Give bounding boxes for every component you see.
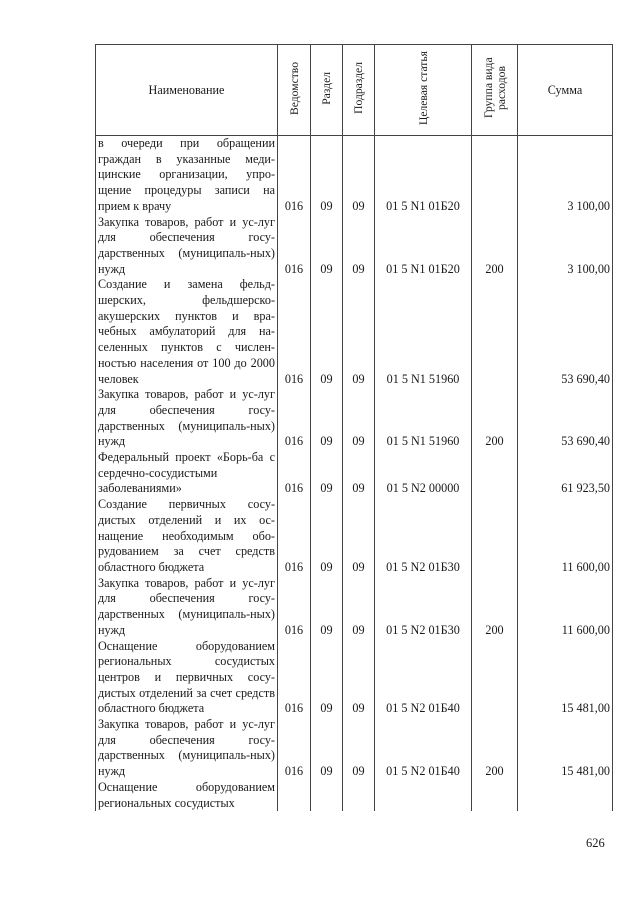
row-name: в очереди при обращении граждан в указанные меди-цинские организации, упро-щение процедуры записи на прием к врачу <box>96 136 278 215</box>
table-row <box>96 215 613 278</box>
row-razdel: 09 <box>311 576 343 639</box>
table-row <box>96 497 613 576</box>
row-podrazdel: 09 <box>343 497 375 576</box>
row-podrazdel: 09 <box>343 215 375 278</box>
row-ved: 016 <box>278 215 311 278</box>
row-ved: 016 <box>278 387 311 450</box>
row-name: Закупка товаров, работ и ус-луг для обеспечения госу-дарственных (муниципаль-ных) нужд <box>96 717 278 780</box>
row-ved: 016 <box>278 136 311 215</box>
row-summa <box>518 780 613 811</box>
budget-table <box>95 44 613 811</box>
row-statya: 01 5 N2 00000 <box>375 450 472 497</box>
header-ved: Ведомство <box>278 45 311 136</box>
row-statya: 01 5 N1 01Б20 <box>375 215 472 278</box>
row-razdel: 09 <box>311 717 343 780</box>
header-summa: Сумма <box>518 45 613 136</box>
row-statya <box>375 780 472 811</box>
row-gruppa <box>472 450 518 497</box>
row-summa: 61 923,50 <box>518 450 613 497</box>
row-statya: 01 5 N2 01Б30 <box>375 497 472 576</box>
row-ved: 016 <box>278 576 311 639</box>
row-gruppa: 200 <box>472 387 518 450</box>
row-razdel: 09 <box>311 215 343 278</box>
row-summa: 15 481,00 <box>518 639 613 718</box>
row-podrazdel: 09 <box>343 717 375 780</box>
row-summa: 15 481,00 <box>518 717 613 780</box>
row-podrazdel: 09 <box>343 450 375 497</box>
row-razdel: 09 <box>311 277 343 387</box>
row-name: Закупка товаров, работ и ус-луг для обеспечения госу-дарственных (муниципаль-ных) нужд <box>96 576 278 639</box>
row-podrazdel <box>343 780 375 811</box>
table-row <box>96 576 613 639</box>
row-statya: 01 5 N2 01Б30 <box>375 576 472 639</box>
table-row <box>96 277 613 387</box>
row-summa: 53 690,40 <box>518 277 613 387</box>
page-number: 626 <box>586 836 605 850</box>
row-name: Оснащение оборудованием региональных сосудистых <box>96 780 278 811</box>
row-ved: 016 <box>278 277 311 387</box>
row-gruppa: 200 <box>472 576 518 639</box>
table-header-row <box>96 45 613 136</box>
row-razdel: 09 <box>311 450 343 497</box>
row-name: Федеральный проект «Борь-ба с сердечно-сосудистыми заболеваниями» <box>96 450 278 497</box>
header-razdel: Раздел <box>311 45 343 136</box>
row-razdel: 09 <box>311 136 343 215</box>
row-gruppa <box>472 136 518 215</box>
row-gruppa <box>472 277 518 387</box>
row-razdel: 09 <box>311 497 343 576</box>
row-summa: 3 100,00 <box>518 136 613 215</box>
table-row <box>96 639 613 718</box>
row-razdel <box>311 780 343 811</box>
table-row <box>96 780 613 811</box>
row-podrazdel: 09 <box>343 136 375 215</box>
row-gruppa <box>472 639 518 718</box>
table-row <box>96 450 613 497</box>
row-ved: 016 <box>278 450 311 497</box>
row-razdel: 09 <box>311 387 343 450</box>
row-statya: 01 5 N1 51960 <box>375 387 472 450</box>
row-ved: 016 <box>278 639 311 718</box>
row-name: Создание первичных сосу-дистых отделений и их ос-нащение необходимым обо-рудованием за счет средств областного бюджета <box>96 497 278 576</box>
row-ved: 016 <box>278 497 311 576</box>
table-row <box>96 136 613 215</box>
header-podrazdel: Подраздел <box>343 45 375 136</box>
row-summa: 11 600,00 <box>518 497 613 576</box>
row-ved: 016 <box>278 717 311 780</box>
row-statya: 01 5 N2 01Б40 <box>375 639 472 718</box>
row-podrazdel: 09 <box>343 576 375 639</box>
header-statya: Целевая статья <box>375 45 472 136</box>
row-gruppa: 200 <box>472 717 518 780</box>
row-statya: 01 5 N1 01Б20 <box>375 136 472 215</box>
row-podrazdel: 09 <box>343 387 375 450</box>
row-gruppa: 200 <box>472 215 518 278</box>
row-name: Создание и замена фельд-шерских, фельдшерско-акушерских пунктов и вра-чебных амбулаторий для на-селенных пунктов с числен-ностью населения от 100 до 2000 человек <box>96 277 278 387</box>
table-body <box>96 136 613 812</box>
table-row <box>96 717 613 780</box>
row-statya: 01 5 N1 51960 <box>375 277 472 387</box>
table-row <box>96 387 613 450</box>
row-gruppa <box>472 497 518 576</box>
row-name: Закупка товаров, работ и ус-луг для обеспечения госу-дарственных (муниципаль-ных) нужд <box>96 387 278 450</box>
row-summa: 3 100,00 <box>518 215 613 278</box>
row-podrazdel: 09 <box>343 277 375 387</box>
row-name: Закупка товаров, работ и ус-луг для обеспечения госу-дарственных (муниципаль-ных) нужд <box>96 215 278 278</box>
row-name: Оснащение оборудованием региональных сосудистых центров и первичных сосу-дистых отделений за счет средств областного бюджета <box>96 639 278 718</box>
row-podrazdel: 09 <box>343 639 375 718</box>
row-summa: 53 690,40 <box>518 387 613 450</box>
row-razdel: 09 <box>311 639 343 718</box>
row-statya: 01 5 N2 01Б40 <box>375 717 472 780</box>
row-ved <box>278 780 311 811</box>
row-summa: 11 600,00 <box>518 576 613 639</box>
header-gruppa: Группа вида расходов <box>472 45 518 136</box>
header-name: Наименование <box>96 45 278 136</box>
row-gruppa <box>472 780 518 811</box>
